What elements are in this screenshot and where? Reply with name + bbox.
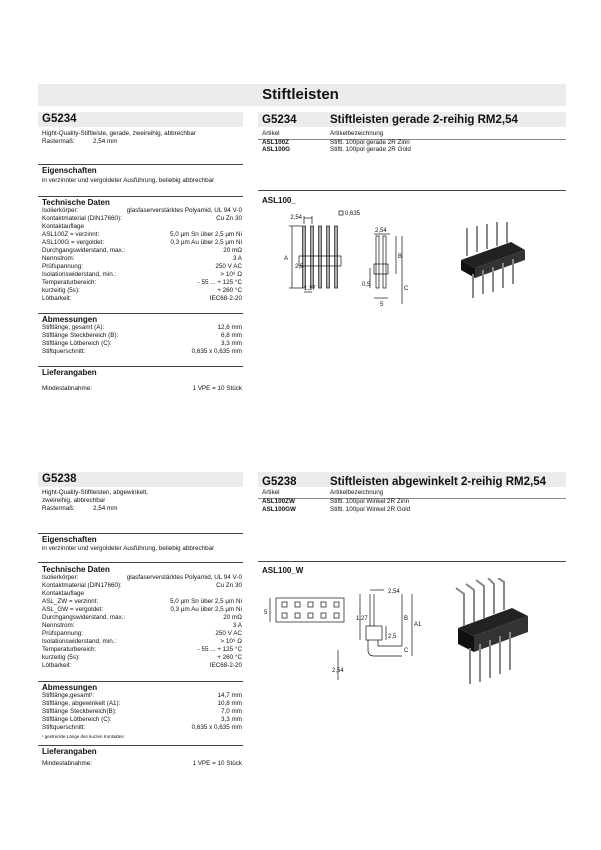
spec-row (42, 708, 242, 715)
spec-label: Temperaturbereich: (42, 646, 97, 653)
spec-row (42, 622, 242, 629)
spec-value: > 10⁹ Ω (220, 271, 242, 278)
spec-label: Stiftlänge,gesamt¹: (42, 692, 95, 699)
divider (38, 562, 243, 563)
spec-value: glasfaserverstärktes Polyamid, UL 94 V-0 (126, 207, 242, 214)
spec-row (42, 231, 242, 238)
right-title: Stiftleisten abgewinkelt 2-reihig RM2,54 (330, 476, 546, 488)
spec-label: Kontaktauflage (42, 590, 85, 597)
properties-text: in verzinnter und vergoldeter Ausführung, beliebig abbrechbar (42, 177, 215, 184)
spec-value: 7,0 mm (221, 708, 242, 715)
spec-row (42, 324, 242, 331)
spec-value: Cu Zn 30 (216, 582, 242, 589)
spec-label: Kontaktmaterial (DIN17660): (42, 582, 122, 589)
table-header-article: Artikel (262, 489, 280, 496)
spec-row (42, 630, 242, 637)
spec-row (42, 247, 242, 254)
product-description: Hight-Quality-Stiftleisten, abgewinkelt, (42, 489, 149, 496)
spec-row (42, 263, 242, 270)
dim-label: 2,54 (332, 668, 344, 674)
spec-label: Stiftquerschnitt: (42, 348, 86, 355)
spec-label: ASL_GW = vergoldet: (42, 606, 104, 613)
spec-row (42, 574, 242, 581)
spec-row (42, 614, 242, 621)
raster-value: 2,54 mm (93, 138, 118, 145)
spec-label: kurzeitig (5s): (42, 287, 80, 294)
spec-label: Nennstrom: (42, 622, 75, 629)
divider (38, 745, 243, 746)
spec-value: 3 A (232, 622, 242, 629)
divider (38, 533, 243, 534)
spec-label: Isolierkörper: (42, 207, 79, 214)
divider (38, 313, 243, 314)
min-order-value: 1 VPE = 10 Stück (192, 385, 242, 392)
table-header-description: Artikelbezeichnung (330, 489, 384, 496)
drawing-label: ASL100_ (262, 196, 296, 205)
product-description: zweireihig, abbrechbar (42, 497, 106, 504)
spec-value: IEC68-2-20 (209, 295, 242, 302)
dim-label: 5 (264, 610, 268, 616)
spec-row (42, 295, 242, 302)
spec-label: Lötbarkeit: (42, 662, 72, 669)
spec-row (42, 279, 242, 286)
product-description: Hight-Quality-Stiftleiste, gerade, zweireihig, abbrechbar (42, 130, 196, 137)
spec-label: ASL100Z = verzinnt: (42, 231, 100, 238)
min-order-label: Mindestabnahme: (42, 385, 93, 392)
section-heading: Abmessungen (42, 683, 98, 692)
raster-label: Rastermaß: (42, 505, 75, 512)
spec-label: Durchgangswiderstand, max.: (42, 247, 126, 254)
spec-row (42, 724, 242, 731)
spec-value: 10,8 mm (217, 700, 242, 707)
spec-row (42, 215, 242, 222)
spec-row (42, 590, 242, 597)
spec-row (42, 332, 242, 339)
dim-label: 2,54 (388, 589, 400, 595)
spec-value: 20 mΩ (223, 614, 242, 621)
dim-label: 1,27 (304, 286, 316, 292)
drawing-label: ASL100_W (262, 566, 304, 575)
technical-drawing (262, 580, 452, 690)
spec-label: Kontaktauflage (42, 223, 85, 230)
spec-label: Stiftlänge Lötbereich (C): (42, 340, 112, 347)
dim-label: 5 (380, 302, 384, 308)
spec-label: Stiftlänge, gesamt (A): (42, 324, 105, 331)
spec-value: - 55 ... + 125 °C (197, 279, 242, 286)
table-row-article: ASL100ZW (262, 498, 295, 505)
product-code: G5234 (42, 113, 77, 125)
product-code: G5238 (42, 473, 77, 485)
dim-label: A1 (414, 622, 422, 628)
spec-label: Stiftlänge Steckbereich(B): (42, 708, 117, 715)
spec-value: 5,0 µm Sn über 2,5 µm Ni (169, 598, 242, 605)
spec-value: 250 V AC (215, 630, 242, 637)
spec-label: Isolationswiderstand, min.: (42, 271, 117, 278)
table-row-description: Stiftl. 100pol gerade 2R Zinn (330, 139, 410, 146)
spec-label: Stiftlänge Lötbereich (C): (42, 716, 112, 723)
table-row-article: ASL100G (262, 146, 290, 153)
spec-value: 14,7 mm (217, 692, 242, 699)
page-title: Stiftleisten (262, 86, 339, 103)
spec-row (42, 646, 242, 653)
section-heading: Abmessungen (42, 315, 98, 324)
spec-label: Stiftlänge, abgewinkelt (A1): (42, 700, 121, 707)
spec-value: 3 A (232, 255, 242, 262)
table-row-article: ASL100GW (262, 506, 296, 513)
right-title: Stiftleisten gerade 2-reihig RM2,54 (330, 114, 518, 126)
dim-label: A (284, 256, 289, 262)
spec-value: 0,635 x 0,635 mm (191, 348, 242, 355)
spec-row (42, 287, 242, 294)
spec-label: Isolationswiderstand, min.: (42, 638, 117, 645)
spec-value: 0,635 x 0,635 mm (191, 724, 242, 731)
table-header-description: Artikelbezeichnung (330, 130, 384, 137)
spec-row (42, 223, 242, 230)
product-photo (450, 578, 540, 688)
right-code: G5238 (262, 476, 297, 488)
spec-label: Stiftlänge Steckbereich (B): (42, 332, 119, 339)
spec-label: Isolierkörper: (42, 574, 79, 581)
dim-label: B (398, 254, 403, 260)
spec-value: IEC68-2-20 (209, 662, 242, 669)
dim-label: 0,635 (345, 211, 361, 217)
spec-row (42, 582, 242, 589)
spec-value: 6,8 mm (221, 332, 242, 339)
table-header-article: Artikel (262, 130, 280, 137)
table-row-description: Stiftl. 100pol Winkel 2R Gold (330, 506, 411, 513)
spec-value: - 55 ... + 125 °C (197, 646, 242, 653)
table-row-description: Stiftl. 100pol Winkel 2R Zinn (330, 498, 410, 505)
divider (38, 366, 243, 367)
divider (38, 196, 243, 197)
spec-label: Lötbarkeit: (42, 295, 72, 302)
dim-label: 2,54 (375, 228, 387, 234)
section-heading: Eigenschaften (42, 535, 97, 544)
spec-row (42, 700, 242, 707)
spec-value: 250 V AC (215, 263, 242, 270)
divider (38, 681, 243, 682)
spec-value: 12,6 mm (217, 324, 242, 331)
spec-row (42, 716, 242, 723)
spec-label: Kontaktmaterial (DIN17660): (42, 215, 122, 222)
spec-label: ASL_ZW = verzinnt: (42, 598, 99, 605)
table-rule (258, 139, 566, 140)
spec-label: Nennstrom: (42, 255, 75, 262)
spec-value: 0,3 µm Au über 2,5 µm Ni (170, 239, 242, 246)
dimensions-footnote: ¹ gestreckte Länge des kurzen Kontaktes (42, 734, 124, 739)
section-heading: Lieferangaben (42, 747, 97, 756)
dim-label: 2,5 (388, 634, 397, 640)
spec-value: glasfaserverstärktes Polyamid, UL 94 V-0 (126, 574, 242, 581)
spec-value: + 260 °C (217, 287, 242, 294)
spec-label: Prüfspannung: (42, 630, 83, 637)
table-row-description: Stiftl. 100pol gerade 2R Gold (330, 146, 411, 153)
min-order-label: Mindestabnahme: (42, 760, 93, 767)
section-heading: Lieferangaben (42, 368, 97, 377)
divider (38, 164, 243, 165)
spec-row (42, 598, 242, 605)
spec-value: 3,3 mm (221, 716, 242, 723)
right-code: G5234 (262, 114, 297, 126)
spec-value: > 10⁹ Ω (220, 638, 242, 645)
spec-label: Temperaturbereich: (42, 279, 97, 286)
section-heading: Technische Daten (42, 198, 110, 207)
spec-value: + 260 °C (217, 654, 242, 661)
spec-value: Cu Zn 30 (216, 215, 242, 222)
table-row-article: ASL100Z (262, 139, 289, 146)
raster-label: Rastermaß: (42, 138, 75, 145)
tech-data-list (42, 207, 242, 303)
divider (258, 561, 566, 562)
spec-row (42, 662, 242, 669)
section-heading: Eigenschaften (42, 166, 97, 175)
spec-value: 20 mΩ (223, 247, 242, 254)
min-order-value: 1 VPE = 10 Stück (192, 760, 242, 767)
spec-row (42, 207, 242, 214)
spec-row (42, 606, 242, 613)
spec-row (42, 348, 242, 355)
spec-value: 5,0 µm Sn über 2,5 µm Ni (169, 231, 242, 238)
raster-value: 2,54 mm (93, 505, 118, 512)
dim-label: C (404, 648, 409, 654)
spec-label: Stiftquerschnitt: (42, 724, 86, 731)
spec-label: ASL100G = vergoldet: (42, 239, 105, 246)
spec-row (42, 255, 242, 262)
table-rule (258, 498, 566, 499)
spec-row (42, 271, 242, 278)
spec-value: 3,3 mm (221, 340, 242, 347)
section-heading: Technische Daten (42, 565, 110, 574)
spec-label: Durchgangswiderstand, max.: (42, 614, 126, 621)
tech-data-list (42, 574, 242, 670)
technical-drawing (262, 206, 452, 310)
spec-label: kurzeitig (5s): (42, 654, 80, 661)
spec-row (42, 692, 242, 699)
spec-row (42, 638, 242, 645)
dim-label: B (404, 616, 409, 622)
spec-label: Prüfspannung: (42, 263, 83, 270)
properties-text: in verzinnter und vergoldeter Ausführung, beliebig abbrechbar (42, 545, 215, 552)
spec-row (42, 654, 242, 661)
dim-label: 2,54 (290, 215, 302, 221)
dimensions-list (42, 692, 242, 734)
spec-row (42, 239, 242, 246)
dim-label: C (404, 286, 409, 292)
dimensions-list (42, 324, 242, 358)
divider (258, 190, 566, 191)
product-photo (455, 222, 535, 302)
spec-value: 0,3 µm Au über 2,5 µm Ni (170, 606, 242, 613)
dim-label: 1,27 (356, 616, 368, 622)
dim-label: 0,5 (362, 282, 371, 288)
spec-row (42, 340, 242, 347)
dim-label: 2,5 (295, 264, 304, 270)
